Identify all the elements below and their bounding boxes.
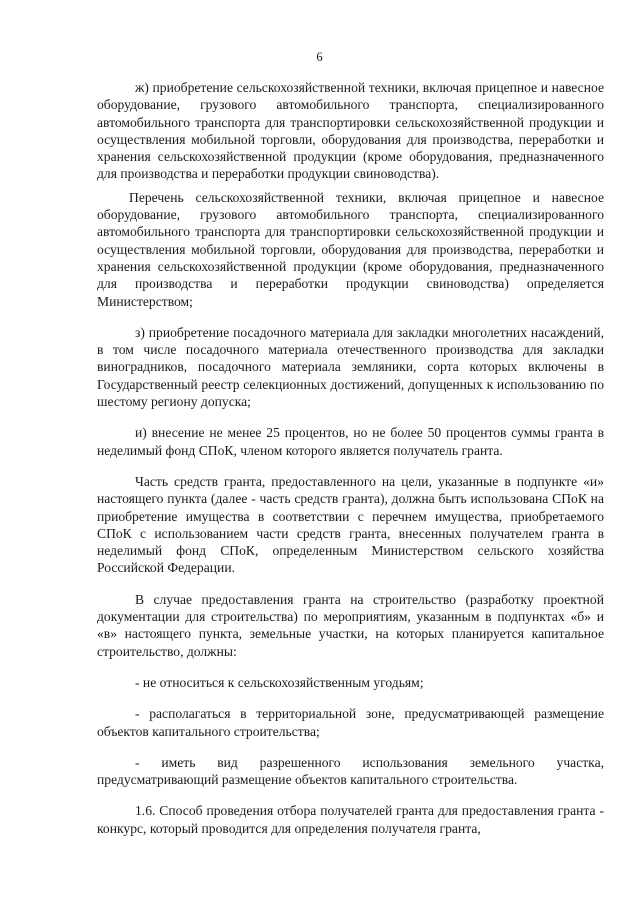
paragraph-i: и) внесение не менее 25 процентов, но не более 50 процентов суммы гранта в неделимый фонд СПоК, членом которого является получатель гранта.	[97, 425, 604, 458]
list-item-not-agricultural: - не относиться к сельскохозяйственным угодьям;	[135, 674, 424, 690]
paragraph-section-1-6: 1.6. Способ проведения отбора получателей гранта для предоставления гранта - конкурс, который проводится для определения получателя гранта,	[97, 803, 604, 836]
document-body	[97, 79, 604, 837]
list-item-permitted-use: - иметь вид разрешенного использования земельного участка, предусматривающий размещение объектов капитального строительства.	[97, 754, 604, 788]
page-number: 6	[316, 50, 323, 64]
paragraph-grant-part: Часть средств гранта, предоставленного на цели, указанные в подпункте «и» настоящего пункта (далее - часть средств гранта), должна быть использована СПоК на приобретение имущества в соответствии с перечнем имущества, приобретаемого СПоК с использованием части средств гранта, внесенных получателем гранта в неделимый фонд СПоК, определенным Министерством сельского хозяйства Российской Федерации.	[97, 473, 604, 576]
list-item-territorial-zone: - располагаться в территориальной зоне, предусматривающей размещение объектов капитального строительства;	[97, 706, 604, 739]
paragraph-zh: ж) приобретение сельскохозяйственной техники, включая прицепное и навесное оборудование, грузового автомобильного транспорта, специализированного автомобильного транспорта для транспортировки сельскохозяйственной продукции и осуществления мобильной торговли, оборудования для производства, переработки и хранения сельскохозяйственной продукции (кроме оборудования, предназначенного для производства и переработки продукции свиноводства).	[97, 80, 604, 182]
paragraph-z: з) приобретение посадочного материала для закладки многолетних насаждений, в том числе посадочного материала отечественного производства для закладки виноградников, посадочного материала земляники, сорта которых включены в Государственный реестр селекционных достижений, допущенных к использованию по шестому региону допуска;	[97, 324, 604, 410]
paragraph-equipment-list: Перечень сельскохозяйственной техники, включая прицепное и навесное оборудование, грузового автомобильного транспорта, специализированного автомобильного транспорта для транспортировки сельскохозяйственной продукции и осуществления мобильной торговли, оборудования для производства, переработки и хранения сельскохозяйственной продукции (кроме оборудования, предназначенного для производства и переработки продукции свиноводства) определяется Министерством;	[97, 189, 604, 309]
paragraph-construction: В случае предоставления гранта на строительство (разработку проектной документации для строительства) по мероприятиям, указанным в подпунктах «б» и «в» настоящего пункта, земельные участки, на которых планируется капитальное строительство, должны:	[97, 591, 604, 659]
